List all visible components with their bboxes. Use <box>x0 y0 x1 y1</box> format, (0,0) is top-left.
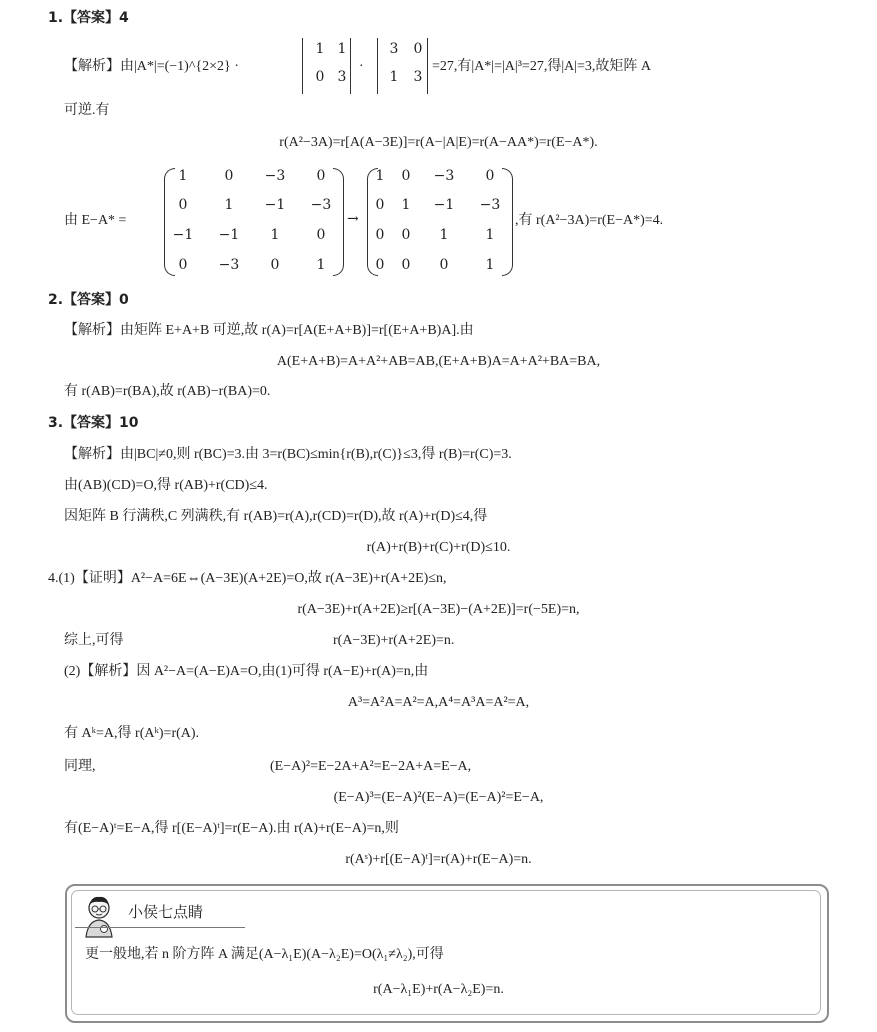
m2-cell: 0 <box>401 168 411 184</box>
p1-invertible: 可逆.有 <box>64 103 110 118</box>
m2-cell: −1 <box>433 197 455 213</box>
teacher-avatar-icon <box>80 893 118 939</box>
m2-cell: −3 <box>433 168 455 184</box>
m1-cell: 0 <box>178 257 188 273</box>
m2-cell: 1 <box>375 168 385 184</box>
p1-rank-chain: r(A²−3A)=r[A(A−3E)]=r(A−|A|E)=r(A−AA*)=r(E−A*). <box>279 135 598 150</box>
m2-cell: −3 <box>479 197 501 213</box>
m2-cell: 1 <box>485 257 495 273</box>
p1-analysis-cont: =27,有|A*|=|A|³=27,得|A|=3,故矩阵 A <box>432 59 652 74</box>
det2-right-bar <box>427 38 428 94</box>
p2-conclusion: 有 r(AB)=r(BA),故 r(AB)−r(BA)=0. <box>64 384 271 399</box>
det2-cell: 0 <box>413 41 423 57</box>
p4-proof: 4.(1)【证明】A²−A=6E⇔(A−3E)(A+2E)=O,故 r(A−3E)+r(A+2E)≤n, <box>48 571 447 586</box>
m2-cell: 0 <box>401 227 411 243</box>
p3-step2: 由(AB)(CD)=O,得 r(AB)+r(CD)≤4. <box>64 478 268 493</box>
p4-final: r(Aˢ)+r[(E−A)ᵗ]=r(A)+r(E−A)=n. <box>345 852 532 867</box>
p4-similarly-label: 同理, <box>64 759 96 774</box>
det2-cell: 1 <box>389 69 399 85</box>
p2-analysis: 【解析】由矩阵 E+A+B 可逆,故 r(A)=r[A(E+A+B)]=r[(E+A+B)A].由 <box>64 323 474 338</box>
det1-right-bar <box>350 38 351 94</box>
p2-answer: 2.【答案】0 <box>48 292 129 308</box>
p4-similarly-eq: (E−A)²=E−2A+A²=E−2A+A=E−A, <box>270 759 472 774</box>
m2-right-paren <box>502 168 513 276</box>
m1-cell: −1 <box>218 227 240 243</box>
det1-cell: 3 <box>337 69 347 85</box>
row-reduce-arrow-icon: → <box>347 211 359 227</box>
m1-cell: 1 <box>270 227 280 243</box>
dot-separator: · <box>359 59 364 74</box>
m2-cell: 0 <box>375 257 385 273</box>
m2-cell: 0 <box>439 257 449 273</box>
m1-cell: 0 <box>316 168 326 184</box>
p4-ak: 有 Aᵏ=A,得 r(Aᵏ)=r(A). <box>64 726 200 741</box>
m1-cell: −1 <box>172 227 194 243</box>
p4-cube: (E−A)³=(E−A)²(E−A)=(E−A)²=E−A, <box>333 790 544 805</box>
p4-part2: (2)【解析】因 A²−A=(A−E)A=O,由(1)可得 r(A−E)+r(A)=n,由 <box>64 664 429 679</box>
m2-cell: 0 <box>485 168 495 184</box>
det1-cell: 0 <box>315 69 325 85</box>
tip-title: 小侯七点睛 <box>128 903 204 921</box>
m2-cell: 1 <box>439 227 449 243</box>
m1-right-paren <box>333 168 344 276</box>
m2-cell: 0 <box>375 197 385 213</box>
m1-cell: 1 <box>178 168 188 184</box>
m1-cell: −3 <box>310 197 332 213</box>
det2-cell: 3 <box>413 69 423 85</box>
p4-summary-label: 综上,可得 <box>64 633 124 648</box>
p1-conclusion: ,有 r(A²−3A)=r(E−A*)=4. <box>515 213 664 228</box>
p4-powers: A³=A²A=A²=A,A⁴=A³A=A²=A, <box>347 695 530 710</box>
p1-answer: 1.【答案】4 <box>48 10 129 26</box>
p4-summary-eq: r(A−3E)+r(A+2E)=n. <box>333 633 455 648</box>
tip-formula: r(A−λ₁E)+r(A−λ₂E)=n. <box>373 982 504 997</box>
m2-cell: 1 <box>401 197 411 213</box>
m1-cell: 0 <box>270 257 280 273</box>
p3-step3: 因矩阵 B 行满秩,C 列满秩,有 r(AB)=r(A),r(CD)=r(D),故 r(A)+r(D)≤4,得 <box>64 509 488 524</box>
m2-cell: 1 <box>485 227 495 243</box>
det1-cell: 1 <box>315 41 325 57</box>
m1-cell: 0 <box>316 227 326 243</box>
p4-ineq: r(A−3E)+r(A+2E)≥r[(A−3E)−(A+2E)]=r(−5E)=n, <box>297 602 580 617</box>
p3-analysis: 【解析】由|BC|≠0,则 r(BC)=3.由 3=r(BC)≤min{r(B),r(C)}≤3,得 r(B)=r(C)=3. <box>64 447 512 462</box>
m1-cell: −1 <box>264 197 286 213</box>
det1-cell: 1 <box>337 41 347 57</box>
m1-cell: 1 <box>224 197 234 213</box>
tip-title-underline <box>75 927 245 928</box>
m1-cell: −3 <box>264 168 286 184</box>
p2-equation: A(E+A+B)=A+A²+AB=AB,(E+A+B)A=A+A²+BA=BA, <box>276 354 601 369</box>
p3-answer: 3.【答案】10 <box>48 415 139 431</box>
p1-matrix-label: 由 E−A* = <box>64 213 127 228</box>
m1-cell: 0 <box>178 197 188 213</box>
tip-text: 更一般地,若 n 阶方阵 A 满足(A−λ₁E)(A−λ₂E)=O(λ₁≠λ₂),可得 <box>85 947 444 962</box>
m1-cell: −3 <box>218 257 240 273</box>
m1-cell: 0 <box>224 168 234 184</box>
p3-result: r(A)+r(B)+r(C)+r(D)≤10. <box>366 540 511 555</box>
m2-cell: 0 <box>401 257 411 273</box>
p4-et: 有(E−A)ᵗ=E−A,得 r[(E−A)ᵗ]=r(E−A).由 r(A)+r(E−A)=n,则 <box>64 821 399 836</box>
m2-cell: 0 <box>375 227 385 243</box>
m1-cell: 1 <box>316 257 326 273</box>
det2-cell: 3 <box>389 41 399 57</box>
p1-analysis-start: 【解析】由|A*|=(−1)^{2×2} · <box>64 59 239 74</box>
